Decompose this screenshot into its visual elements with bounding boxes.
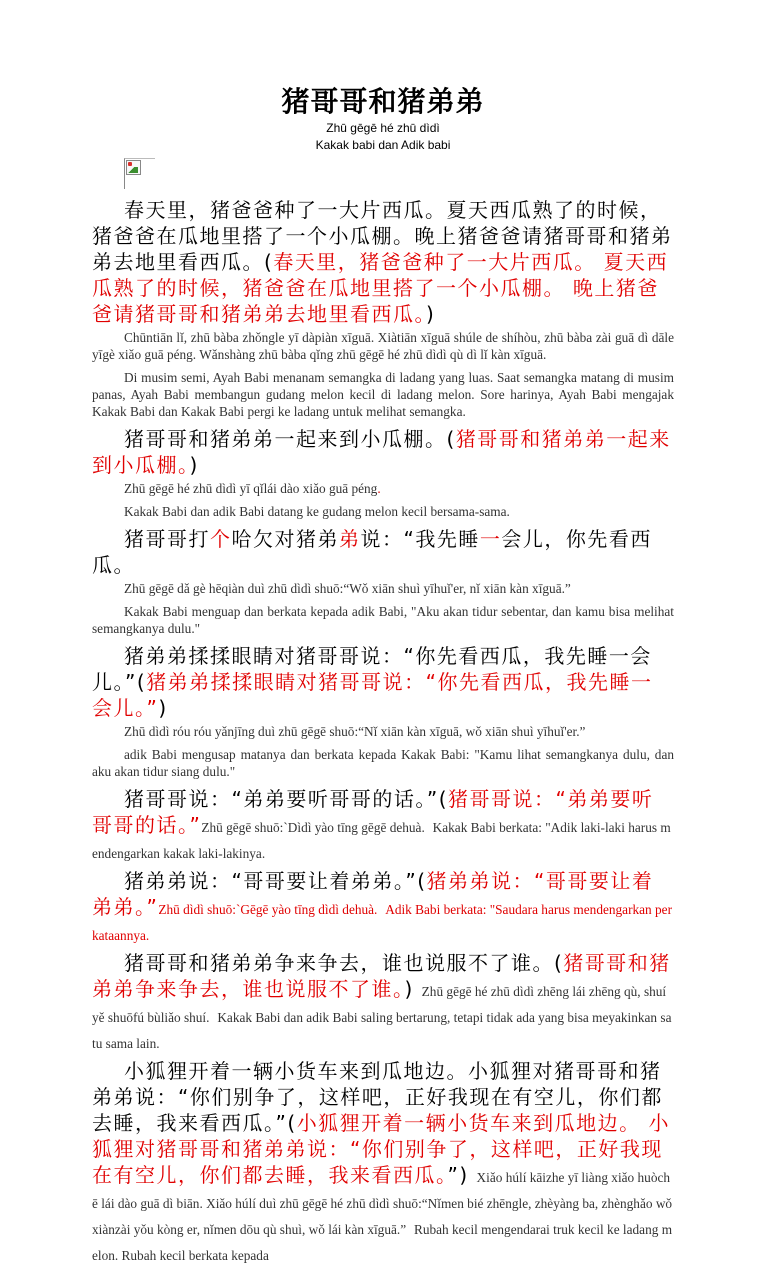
paragraph-7 [92, 950, 674, 1054]
indonesian-text-red: Adik Babi berkata: "Saudara harus mendengarkan perkataannya. [92, 902, 673, 943]
paren: ) [189, 453, 199, 477]
paragraph-3-indonesian: Kakak Babi menguap dan berkata kepada adik Babi, "Aku akan tidur sebentar, dan kamu bisa melihat semangkanya dulu." [92, 604, 674, 636]
chinese-text: 猪哥哥说：“弟弟要听哥哥的话。” [124, 787, 439, 811]
paragraph-6 [92, 868, 674, 946]
paren: ( [287, 1111, 297, 1135]
paren: ) [426, 302, 436, 326]
chinese-text: 猪弟弟揉揉眼睛对猪哥哥说：“你先看西瓜，我先睡一会儿。” [92, 644, 652, 694]
paragraph-4-pinyin: Zhū dìdì róu róu yǎnjīng duì zhū gēgē shuō:“Nǐ xiān kàn xīguā, wǒ xiān shuì yīhuǐ'er.” [124, 724, 586, 739]
paragraph-4-indonesian: adik Babi mengusap matanya dan berkata kepada Kakak Babi: "Kamu lihat semangkanya dulu, dan aku akan tidur siang dulu." [92, 747, 674, 779]
chinese-text-red: 弟 [339, 527, 361, 551]
chinese-text: 猪哥哥打 [124, 527, 210, 551]
paragraph-1-pinyin: Chūntiān lǐ, zhū bàba zhǒngle yī dàpiàn xīguā. Xiàtiān xīguā shúle de shíhòu, zhū bàba zài guā dì dāle yīgè xiǎo guā péng. Wǎnshàng zhū bàba qǐng zhū gēgē hé zhū dìdì qù dì lǐ kàn xīguā. [92, 330, 674, 362]
paragraph-3-pinyin: Zhū gēgē dǎ gè hēqiàn duì zhū dìdì shuō:“Wǒ xiān shuì yīhuǐ'er, nǐ xiān kàn xīguā.” [124, 581, 571, 596]
paren: ( [438, 787, 449, 811]
indonesian-text: Rubah kecil mengendarai truk kecil ke ladang melon. Rubah kecil berkata kepada [92, 1222, 673, 1263]
chinese-text: 猪哥哥和猪弟弟争来争去，谁也说服不了谁。 [124, 951, 554, 975]
chinese-text-red: 一 [479, 527, 502, 551]
pinyin-text: Zhū gēgē hé zhū dìdì yī qǐlái dào xiǎo guā péng [124, 481, 378, 496]
paragraph-1-chinese [92, 197, 674, 327]
chinese-text-red: 春天里，猪爸爸种了一大片西瓜。 夏天西瓜熟了的时候，猪爸爸在瓜地里搭了一个小瓜棚。 晚上猪爸爸请猪哥哥和猪弟弟去地里看西瓜。 [92, 250, 669, 326]
paragraph-4-chinese [92, 643, 674, 721]
pinyin-text-red: Zhū dìdì shuō:`Gēgē yào tīng dìdì dehuà. [158, 902, 378, 917]
broken-image-placeholder [124, 158, 155, 189]
chinese-text: 春天里，猪爸爸种了一大片西瓜。夏天西瓜熟了的时候，猪爸爸在瓜地里搭了一个小瓜棚。晚上猪爸爸请猪哥哥和猪弟弟去地里看西瓜。 [92, 198, 673, 274]
chinese-text: 猪哥哥和猪弟弟一起来到小瓜棚。 [124, 427, 447, 451]
chinese-text: 猪弟弟说：“哥哥要让着弟弟。” [124, 869, 418, 893]
indonesian-text: Kakak Babi berkata: "Adik laki-laki harus mendengarkan kakak laki-lakinya. [92, 820, 671, 861]
paragraph-5 [92, 786, 674, 864]
pinyin-text: Zhū gēgē hé zhū dìdì zhēng lái zhēng qù, shuí yě shuōfú bùliǎo shuí. [92, 984, 667, 1025]
paragraph-2-indonesian: Kakak Babi dan adik Babi datang ke gudang melon kecil bersama-sama. [124, 504, 510, 519]
chinese-text: 说：“我先睡 [360, 527, 480, 551]
paragraph-8 [92, 1058, 674, 1266]
indonesian-title: Kakak babi dan Adik babi [315, 138, 451, 152]
paren: ( [446, 427, 456, 451]
chinese-text-red: 猪哥哥和猪弟弟一起来到小瓜棚。 [92, 427, 671, 477]
paragraph-2-chinese [92, 426, 674, 478]
chinese-text: 小狐狸开着一辆小货车来到瓜地边。小狐狸对猪哥哥和猪弟弟说： [92, 1059, 662, 1109]
chinese-text-red: 猪弟弟揉揉眼睛对猪哥哥说：“你先看西瓜，我先睡一会儿。” [92, 670, 653, 720]
paragraph-3-chinese [92, 526, 674, 578]
paragraph-1-indonesian: Di musim semi, Ayah Babi menanam semangka di ladang yang luas. Saat semangka matang di musim panas, Ayah Babi membangun gudang melon kecil di ladang melon. Sore harinya, Ayah Babi mengajak Kakak Babi dan Kakak Babi pergi ke ladang untuk melihat semangka. [92, 370, 674, 419]
pinyin-text: Zhū gēgē shuō:`Dìdì yào tīng gēgē dehuà. [201, 820, 425, 835]
paren: ( [264, 250, 274, 274]
chinese-text-red: 猪哥哥说：“弟弟要听哥哥的话。” [92, 787, 654, 837]
pinyin-text: Xiǎo húlí kāizhe yī liàng xiǎo huòchē lái dào guā dì biān. Xiǎo húlí duì zhū gēgē hé zhū dìdì shuō:“Nǐmen bié zhēngle, zhèyàng ba, zhènghǎo wǒ xiànzài yǒu kòng er, nǐmen dōu qù shuì, wǒ lái kàn xīguā.” [92, 1170, 673, 1237]
paren: ( [136, 670, 147, 694]
chinese-text: “你们别争了，这样吧，正好我现在有空儿，你们都去睡，我来看西瓜。” [92, 1085, 663, 1135]
chinese-text-red: 小狐狸开着一辆小货车来到瓜地边。 小狐狸对猪哥哥和猪弟弟说： [92, 1111, 671, 1161]
chinese-text-red: 猪哥哥和猪弟弟争来争去，谁也说服不了谁。 [92, 951, 671, 1001]
chinese-text: 哈欠对猪弟 [231, 527, 339, 551]
chinese-text-red: “你们别争了，这样吧，正好我现在有空儿，你们都去睡，我来看西瓜。 [92, 1137, 663, 1187]
paren: ( [554, 951, 564, 975]
paren: ( [417, 869, 427, 893]
chinese-text-red: 猪弟弟说：“哥哥要让着弟弟。” [92, 869, 654, 919]
chinese-text: 会儿，你先看西瓜。 [92, 527, 652, 577]
indonesian-text: Kakak Babi dan adik Babi saling bertarung, tetapi tidak ada yang bisa meyakinkan satu sama lain. [92, 1010, 672, 1051]
paren: ”) [447, 1163, 469, 1187]
paragraph-2-pinyin [92, 480, 674, 497]
pinyin-title: Zhū gēgē hé zhū dìdì [326, 121, 440, 135]
document-title: 猪哥哥和猪弟弟 [281, 85, 485, 118]
pinyin-period: . [377, 481, 381, 496]
chinese-text-red: 个 [210, 527, 232, 551]
paren: ) [404, 977, 414, 1001]
document-page [92, 84, 674, 1270]
paren: ) [158, 696, 168, 720]
broken-image-icon [126, 160, 141, 175]
